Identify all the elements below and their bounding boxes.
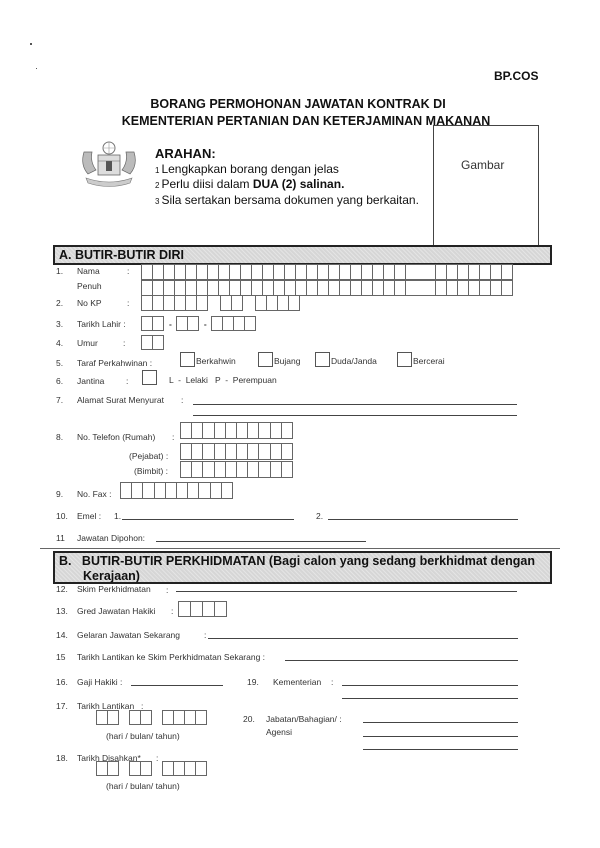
skim-label: Skim Perkhidmatan	[77, 584, 151, 594]
bercerai-label: Bercerai	[413, 356, 445, 366]
char-box[interactable]	[281, 461, 293, 478]
char-box[interactable]	[187, 316, 199, 331]
telefon-bimbit-input[interactable]	[181, 461, 293, 478]
field-number: 4.	[56, 338, 64, 348]
telefon-rumah-label: No. Telefon (Rumah)	[77, 432, 156, 442]
char-box[interactable]	[152, 316, 164, 331]
tarikh-lahir-input[interactable]: - -	[142, 316, 256, 331]
field-number: 17.	[56, 701, 68, 711]
form-code: BP.COS	[494, 69, 539, 83]
field-number: 11	[56, 533, 65, 543]
tarikh-disahkan-label: Tarikh Disahkan*	[77, 753, 141, 763]
fax-label: No. Fax :	[77, 489, 112, 499]
field-number: 8.	[56, 432, 64, 442]
char-box[interactable]	[214, 601, 227, 617]
scan-mark	[30, 43, 32, 45]
bercerai-checkbox[interactable]	[397, 352, 412, 367]
nama-label: Nama	[77, 266, 100, 276]
colon: :	[172, 432, 175, 442]
tarikh-lahir-label: Tarikh Lahir :	[77, 319, 126, 329]
jabatan-line-2[interactable]	[363, 736, 518, 737]
field-number: 3.	[56, 319, 64, 329]
colon: :	[171, 606, 174, 616]
colon: :	[156, 753, 159, 763]
alamat-label: Alamat Surat Menyurat	[77, 395, 164, 405]
field-number: 16.	[56, 677, 68, 687]
telefon-rumah-input[interactable]	[181, 422, 293, 439]
colon: :	[204, 630, 207, 640]
berkahwin-checkbox[interactable]	[180, 352, 195, 367]
nama-input-row-2[interactable]	[142, 280, 513, 296]
kementerian-line-1[interactable]	[342, 685, 518, 686]
field-number: 20.	[243, 714, 255, 724]
agensi-label: Agensi	[266, 727, 292, 737]
photo-box[interactable]	[433, 125, 539, 250]
emel-2-line[interactable]	[328, 519, 518, 520]
field-number: 2.	[56, 298, 64, 308]
char-box[interactable]	[501, 280, 513, 296]
char-box[interactable]	[281, 443, 293, 460]
emel-2-label: 2.	[316, 511, 324, 521]
bujang-checkbox[interactable]	[258, 352, 273, 367]
char-box[interactable]	[152, 335, 164, 350]
field-number: 14.	[56, 630, 68, 640]
alamat-line-1[interactable]	[193, 404, 517, 405]
skim-line[interactable]	[176, 591, 517, 592]
gred-label: Gred Jawatan Hakiki	[77, 606, 156, 616]
kementerian-label: Kementerian	[273, 677, 322, 687]
duda-janda-checkbox[interactable]	[315, 352, 330, 367]
field-number: 5.	[56, 358, 64, 368]
umur-label: Umur	[77, 338, 98, 348]
colon: :	[127, 298, 130, 308]
jabatan-line-1[interactable]	[363, 722, 518, 723]
char-box[interactable]	[288, 295, 300, 311]
field-number: 10.	[56, 511, 68, 521]
gred-input[interactable]	[179, 601, 227, 617]
section-b-header: B. BUTIR-BUTIR PERKHIDMATAN (Bagi calon yang sedang berkhidmat dengan Kerajaan)	[53, 551, 552, 584]
emel-label: Emel :	[77, 511, 102, 521]
gelaran-line[interactable]	[208, 638, 518, 639]
scan-mark	[36, 68, 37, 69]
telefon-pejabat-label: (Pejabat) :	[129, 451, 169, 461]
char-box[interactable]	[107, 761, 119, 776]
section-a-header: A. BUTIR-BUTIR DIRI	[53, 245, 552, 265]
kementerian-line-2[interactable]	[342, 698, 518, 699]
arahan-item-1: 1 Lengkapkan borang dengan jelas	[155, 162, 339, 176]
tarikh-lantikan-input[interactable]	[97, 710, 207, 725]
field-number: 1.	[56, 266, 64, 276]
colon: :	[331, 677, 334, 687]
colon: :	[141, 701, 144, 711]
char-box[interactable]	[195, 761, 207, 776]
field-number: 12.	[56, 584, 68, 594]
malaysia-coat-of-arms-icon	[78, 140, 140, 190]
arahan-heading: ARAHAN:	[155, 146, 216, 161]
colon: :	[126, 376, 129, 386]
char-box[interactable]	[501, 264, 513, 280]
field-number: 15	[56, 652, 66, 662]
char-box[interactable]	[140, 761, 152, 776]
tarikh-disahkan-input[interactable]	[97, 761, 207, 776]
jantina-label: Jantina	[77, 376, 105, 386]
emel-1-line[interactable]	[122, 519, 294, 520]
arahan-item-2: 2 Perlu diisi dalam DUA (2) salinan.	[155, 177, 345, 191]
field-number: 9.	[56, 489, 64, 499]
emel-1-label: 1.	[114, 511, 122, 521]
no-kp-input[interactable]	[142, 295, 300, 311]
arahan-item-3: 3 Sila sertakan bersama dokumen yang berkaitan.	[155, 193, 419, 207]
char-box[interactable]	[281, 422, 293, 439]
char-box[interactable]	[196, 295, 208, 311]
colon: :	[127, 266, 130, 276]
char-box[interactable]	[221, 482, 233, 499]
field-number: 18.	[56, 753, 68, 763]
alamat-line-2[interactable]	[193, 415, 517, 416]
field-number: 7.	[56, 395, 64, 405]
field-number: 13.	[56, 606, 68, 616]
char-box[interactable]	[231, 295, 243, 311]
berkahwin-label: Berkahwin	[196, 356, 236, 366]
duda-janda-label: Duda/Janda	[331, 356, 377, 366]
nama-input-row-1[interactable]	[142, 264, 513, 280]
gaji-label: Gaji Hakiki :	[77, 677, 123, 687]
telefon-bimbit-label: (Bimbit) :	[134, 466, 168, 476]
char-box[interactable]	[244, 316, 256, 331]
jawatan-line[interactable]	[156, 541, 366, 542]
telefon-pejabat-input[interactable]	[181, 443, 293, 460]
umur-input[interactable]	[142, 335, 164, 350]
form-title-line1: BORANG PERMOHONAN JAWATAN KONTRAK DI	[150, 97, 446, 111]
jantina-input[interactable]	[142, 370, 157, 385]
tarikh-skim-label: Tarikh Lantikan ke Skim Perkhidmatan Sekarang :	[77, 652, 266, 662]
tarikh-lantikan-label: Tarikh Lantikan	[77, 701, 135, 711]
field-number: 19.	[247, 677, 259, 687]
jawatan-label: Jawatan Dipohon:	[77, 533, 146, 543]
jantina-hint: L - Lelaki P - Perempuan	[169, 375, 277, 385]
char-box[interactable]	[405, 280, 436, 296]
colon: :	[123, 338, 126, 348]
photo-label: Gambar	[461, 158, 505, 172]
tarikh-disahkan-hint: (hari / bulan/ tahun)	[106, 781, 180, 791]
colon: :	[166, 585, 169, 595]
taraf-label: Taraf Perkahwinan :	[77, 358, 153, 368]
tarikh-lantikan-hint: (hari / bulan/ tahun)	[106, 731, 180, 741]
no-kp-label: No KP	[77, 298, 102, 308]
colon: :	[181, 395, 184, 405]
gaji-line[interactable]	[131, 685, 223, 686]
separator	[40, 548, 560, 549]
jabatan-label: Jabatan/Bahagian/ :	[266, 714, 342, 724]
jabatan-line-3[interactable]	[363, 749, 518, 750]
fax-input[interactable]	[121, 482, 233, 499]
char-box[interactable]	[140, 710, 152, 725]
nama-label-2: Penuh	[77, 281, 102, 291]
char-box[interactable]	[405, 264, 436, 280]
gelaran-label: Gelaran Jawatan Sekarang	[77, 630, 181, 640]
form-title-line2: KEMENTERIAN PERTANIAN DAN KETERJAMINAN MAKANAN	[121, 114, 491, 128]
field-number: 6.	[56, 376, 64, 386]
char-box[interactable]	[107, 710, 119, 725]
bujang-label: Bujang	[274, 356, 301, 366]
char-box[interactable]	[195, 710, 207, 725]
tarikh-skim-line[interactable]	[285, 660, 518, 661]
